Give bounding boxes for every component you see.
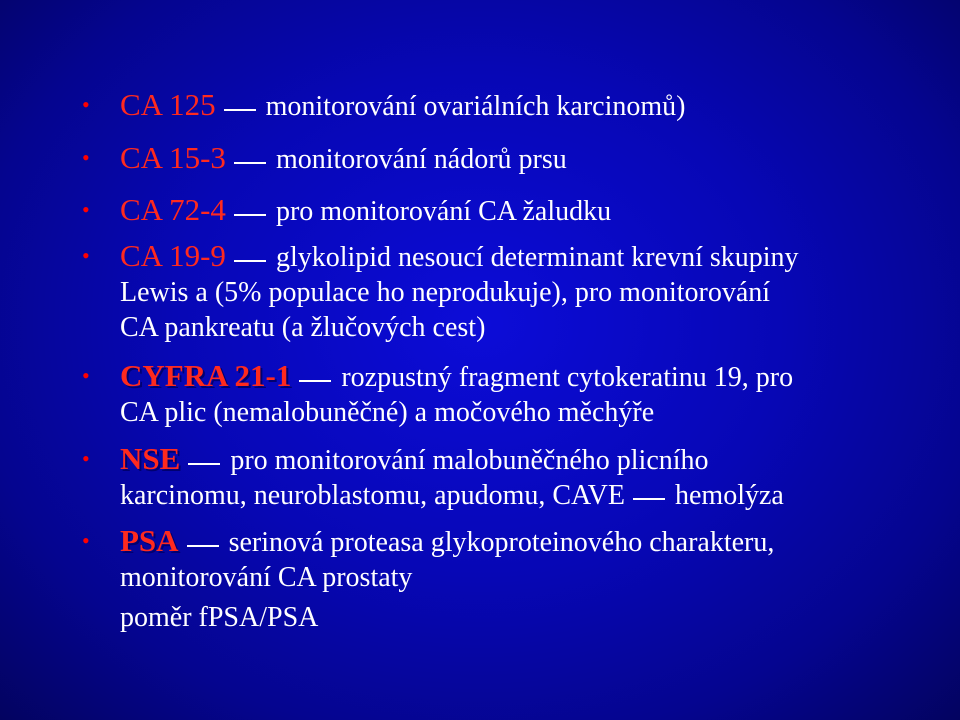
description-ca724: pro monitorování CA žaludku: [275, 196, 612, 227]
description-nse: pro monitorování malobuněčného plicního: [230, 445, 709, 476]
description-ca125: monitorování ovariálních karcinomů): [265, 91, 686, 122]
description-ca153: monitorování nádorů prsu: [275, 144, 567, 175]
description-nse-line2-end: hemolýza: [674, 480, 784, 511]
bullet-icon: •: [82, 528, 90, 553]
term-ca153: CA 15-3: [120, 140, 226, 175]
bullet-icon: •: [82, 446, 90, 471]
dash-icon: [188, 463, 220, 465]
term-ca125: CA 125: [120, 87, 216, 122]
description-ca199: glykolipid nesoucí determinant krevní skupiny: [275, 242, 799, 273]
dash-icon: [234, 214, 266, 216]
description-cyfra-line2: CA plic (nemalobuněčné) a močového měchýře: [120, 397, 655, 428]
description-ca199-line2: Lewis a (5% populace ho neprodukuje), pro monitorování: [120, 277, 771, 308]
term-psa: PSA: [120, 523, 179, 558]
description-psa: serinová proteasa glykoproteinového charakteru,: [228, 527, 775, 558]
dash-icon: [633, 498, 665, 500]
term-ca724: CA 72-4: [120, 192, 226, 227]
list-item-psa: [82, 523, 930, 595]
bullet-icon: •: [82, 145, 90, 170]
term-nse: NSE: [120, 441, 181, 476]
dash-icon: [234, 260, 266, 262]
description-cyfra: rozpustný fragment cytokeratinu 19, pro: [341, 362, 794, 393]
dash-icon: [234, 162, 266, 164]
bullet-icon: •: [82, 363, 90, 388]
list-item-ca125: [82, 87, 930, 124]
list-item-cyfra: [82, 358, 930, 430]
list-item-ca153: [82, 140, 930, 177]
dash-icon: [299, 380, 331, 382]
dash-icon: [187, 545, 219, 547]
list-item-ca199: [82, 238, 930, 345]
bullet-icon: •: [82, 243, 90, 268]
footer-line-text: poměr fPSA/PSA: [120, 602, 319, 633]
bullet-icon: •: [82, 197, 90, 222]
description-psa-line2: monitorování CA prostaty: [120, 562, 413, 593]
footer-line: [120, 600, 930, 635]
description-ca199-line3: CA pankreatu (a žlučových cest): [120, 312, 486, 343]
list-item-nse: [82, 441, 930, 513]
term-ca199: CA 19-9: [120, 238, 226, 273]
description-nse-line2: karcinomu, neuroblastomu, apudomu, CAVE: [120, 480, 625, 511]
list-item-ca724: [82, 192, 930, 229]
term-cyfra: CYFRA 21-1: [120, 358, 292, 393]
dash-icon: [224, 109, 256, 111]
bullet-icon: •: [82, 92, 90, 117]
